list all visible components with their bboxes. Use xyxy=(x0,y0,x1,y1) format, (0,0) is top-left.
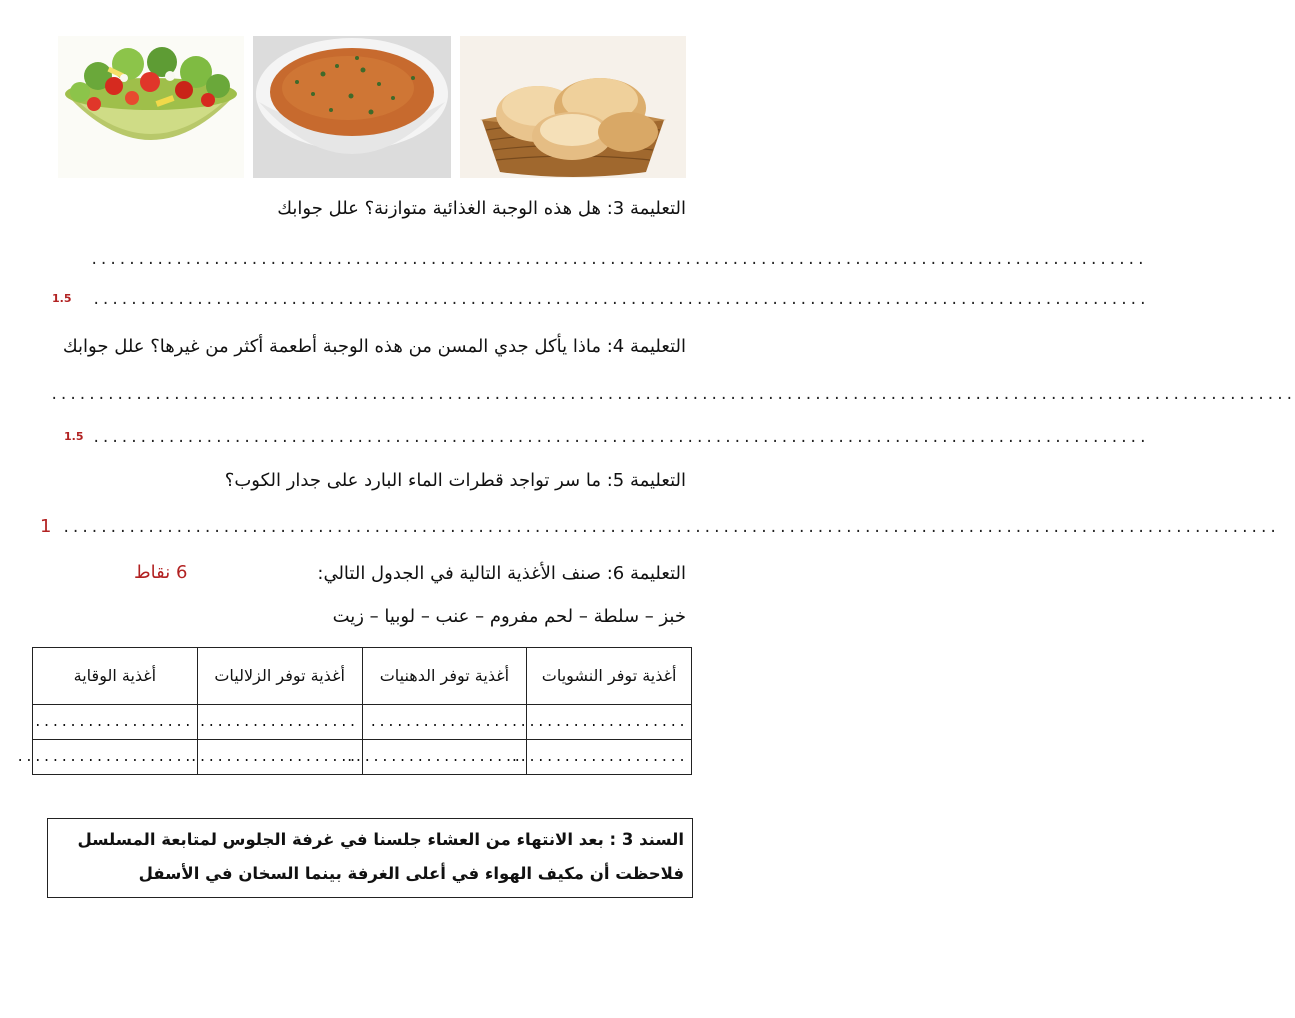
score-q6: 6 نقاط xyxy=(134,562,188,583)
table-cell[interactable]: .................... xyxy=(362,740,527,775)
question-3: التعليمة 3: هل هذه الوجبة الغذائية متوازنة؟ علل جوابك xyxy=(277,198,686,219)
answer-line[interactable]: .................................................................................................................................... xyxy=(50,387,1295,403)
answer-line[interactable]: ................................................................................................................ xyxy=(92,292,1149,308)
table-cell[interactable]: .................. xyxy=(197,705,362,740)
table-header: أغذية الوقاية xyxy=(33,648,198,705)
answer-line[interactable]: ................................................................................................................ xyxy=(90,252,1147,268)
document-3-line-1: السند 3 : بعد الانتهاء من العشاء جلسنا في غرفة الجلوس لمتابعة المسلسل xyxy=(77,830,684,849)
question-5: التعليمة 5: ما سر تواجد قطرات الماء البارد على جدار الكوب؟ xyxy=(224,470,686,491)
question-4: التعليمة 4: ماذا يأكل جدي المسن من هذه الوجبة أطعمة أكثر من غيرها؟ علل جوابك xyxy=(62,336,686,357)
document-3-box xyxy=(47,818,693,898)
table-row xyxy=(33,705,692,740)
table-cell[interactable]: .................... xyxy=(527,740,692,775)
food-list: خبز – سلطة – لحم مفروم – عنب – لوبيا – زيت xyxy=(332,606,686,627)
table-cell[interactable]: ................... xyxy=(527,705,692,740)
food-classification-table xyxy=(16,647,692,775)
answer-line[interactable]: ................................................................................................................................. xyxy=(62,520,1279,536)
question-6: التعليمة 6: صنف الأغذية التالية في الجدول التالي: xyxy=(317,563,686,584)
score-q3: 1.5 xyxy=(52,292,72,305)
table-cell[interactable]: .................. xyxy=(33,705,198,740)
bread-basket-image xyxy=(460,36,686,178)
score-q4: 1.5 xyxy=(64,430,84,443)
table-header-row xyxy=(33,648,692,705)
table-header: أغذية توفر الدهنيات xyxy=(362,648,527,705)
soup-bowl-image xyxy=(253,36,451,178)
answer-line[interactable]: ................................................................................................................ xyxy=(92,430,1149,446)
salad-bowl-image xyxy=(58,36,244,178)
document-3-line-2: فلاحظت أن مكيف الهواء في أعلى الغرفة بينما السخان في الأسفل xyxy=(138,864,684,883)
table-cell[interactable]: .................... xyxy=(33,740,198,775)
table-cell[interactable]: ................... xyxy=(197,740,362,775)
score-q5: 1 xyxy=(40,516,52,537)
table-header: أغذية توفر الزلاليات xyxy=(197,648,362,705)
table-header: أغذية توفر النشويات xyxy=(527,648,692,705)
table-row xyxy=(33,740,692,775)
table-cell[interactable]: ................. xyxy=(362,705,527,740)
